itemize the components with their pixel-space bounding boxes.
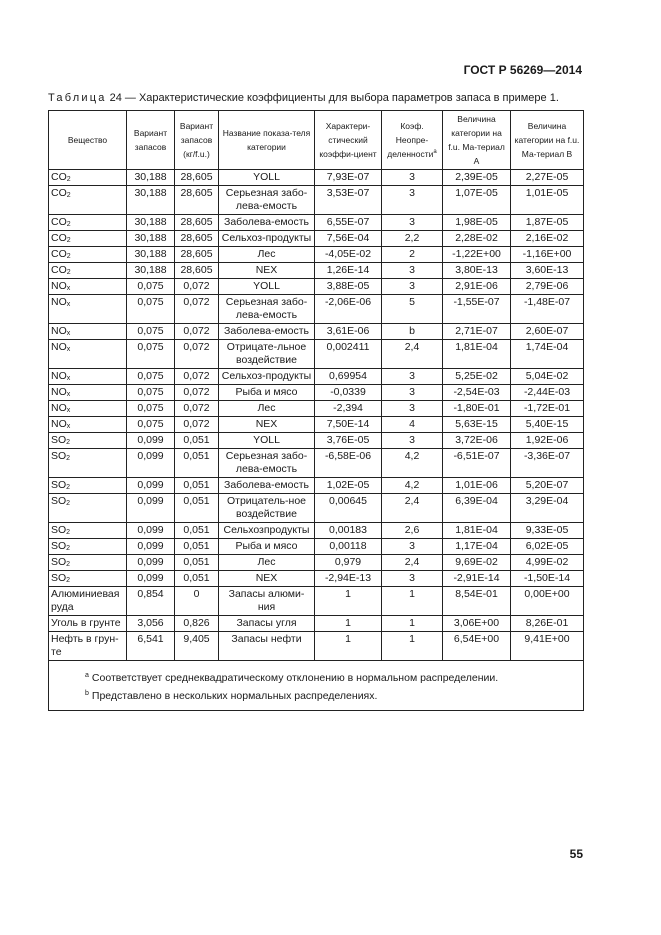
header-uncertainty: Коэф. Неопре-деленности$^a$	[382, 111, 443, 170]
cell-unc: 3	[382, 170, 443, 186]
table-row	[49, 340, 584, 369]
cell-unc: b	[382, 324, 443, 340]
cell-coef: 1,02E-05	[315, 478, 382, 494]
cell-name: Заболева-емость	[219, 478, 315, 494]
cell-c2: 0,826	[175, 616, 219, 632]
cell-substance: Алюминиевая руда	[49, 587, 127, 616]
cell-b: 2,27E-05	[511, 170, 584, 186]
caption-dash: —	[124, 92, 136, 104]
cell-coef: 3,61E-06	[315, 324, 382, 340]
cell-substance: $NO_x$	[49, 295, 127, 324]
footnotes	[49, 661, 584, 711]
cell-substance: $NO_x$	[49, 401, 127, 417]
cell-c1: 0,099	[127, 571, 175, 587]
cell-b: 2,79E-06	[511, 279, 584, 295]
cell-c1: 0,075	[127, 401, 175, 417]
cell-b: -1,48E-07	[511, 295, 584, 324]
cell-c2: 0,051	[175, 539, 219, 555]
cell-a: 2,39E-05	[443, 170, 511, 186]
cell-unc: 4,2	[382, 478, 443, 494]
cell-b: -2,44E-03	[511, 385, 584, 401]
table-row	[49, 523, 584, 539]
cell-name: NEX	[219, 417, 315, 433]
cell-b: -1,16E+00	[511, 247, 584, 263]
cell-c1: 0,099	[127, 478, 175, 494]
cell-c2: 0,072	[175, 417, 219, 433]
cell-coef: 7,93E-07	[315, 170, 382, 186]
footnote	[85, 668, 579, 686]
cell-coef: 0,979	[315, 555, 382, 571]
table-row	[49, 478, 584, 494]
cell-c1: 30,188	[127, 247, 175, 263]
cell-substance: Нефть в грун-те	[49, 632, 127, 661]
cell-substance: $CO_2$	[49, 231, 127, 247]
cell-c2: 28,605	[175, 170, 219, 186]
cell-c1: 0,075	[127, 369, 175, 385]
table-row	[49, 401, 584, 417]
cell-a: 8,54E-01	[443, 587, 511, 616]
cell-a: -6,51E-07	[443, 449, 511, 478]
cell-name: YOLL	[219, 433, 315, 449]
cell-unc: 1	[382, 587, 443, 616]
table-row	[49, 433, 584, 449]
cell-c1: 6,541	[127, 632, 175, 661]
cell-name: Запасы алюми-ния	[219, 587, 315, 616]
cell-substance: $SO_2$	[49, 494, 127, 523]
cell-unc: 3	[382, 369, 443, 385]
table-row	[49, 369, 584, 385]
cell-unc: 3	[382, 186, 443, 215]
header-char-coef: Характери-стический коэффи-циент	[315, 111, 382, 170]
cell-a: -2,54E-03	[443, 385, 511, 401]
cell-b: 0,00E+00	[511, 587, 584, 616]
cell-c2: 0,051	[175, 555, 219, 571]
cell-unc: 4	[382, 417, 443, 433]
cell-c2: 0,051	[175, 571, 219, 587]
cell-unc: 2,4	[382, 494, 443, 523]
cell-c2: 0,072	[175, 295, 219, 324]
cell-substance: $SO_2$	[49, 539, 127, 555]
cell-c2: 0,051	[175, 433, 219, 449]
cell-c1: 0,099	[127, 449, 175, 478]
cell-a: 1,17E-04	[443, 539, 511, 555]
cell-coef: -2,06E-06	[315, 295, 382, 324]
cell-c1: 0,099	[127, 523, 175, 539]
cell-a: 6,39E-04	[443, 494, 511, 523]
cell-unc: 2	[382, 247, 443, 263]
header-variant-kg: Вариант запасов (кг/f.u.)	[175, 111, 219, 170]
cell-name: Серьезная забо-лева-емость	[219, 449, 315, 478]
cell-substance: $NO_x$	[49, 369, 127, 385]
cell-name: Серьезная забо-лева-емость	[219, 186, 315, 215]
table-row	[49, 170, 584, 186]
cell-coef: 1	[315, 632, 382, 661]
footnote-mark: a	[85, 672, 89, 679]
cell-unc: 3	[382, 539, 443, 555]
cell-unc: 4,2	[382, 449, 443, 478]
cell-unc: 3	[382, 401, 443, 417]
cell-name: Рыба и мясо	[219, 539, 315, 555]
cell-c1: 30,188	[127, 186, 175, 215]
cell-c1: 0,099	[127, 539, 175, 555]
cell-substance: $CO_2$	[49, 215, 127, 231]
cell-substance: $NO_x$	[49, 324, 127, 340]
cell-coef: 1	[315, 616, 382, 632]
cell-a: 1,01E-06	[443, 478, 511, 494]
cell-coef: 3,76E-05	[315, 433, 382, 449]
cell-coef: -6,58E-06	[315, 449, 382, 478]
cell-b: 2,60E-07	[511, 324, 584, 340]
table-row	[49, 539, 584, 555]
cell-name: NEX	[219, 263, 315, 279]
cell-b: 1,87E-05	[511, 215, 584, 231]
coefficients-table	[48, 110, 584, 711]
cell-name: YOLL	[219, 279, 315, 295]
cell-a: 5,25E-02	[443, 369, 511, 385]
cell-coef: 0,00118	[315, 539, 382, 555]
cell-unc: 3	[382, 279, 443, 295]
cell-substance: $NO_x$	[49, 385, 127, 401]
cell-coef: 7,56E-04	[315, 231, 382, 247]
cell-c1: 0,075	[127, 295, 175, 324]
caption-text: Характеристические коэффициенты для выбора параметров запаса в примере 1.	[138, 92, 559, 104]
cell-b: 6,02E-05	[511, 539, 584, 555]
cell-substance: $SO_2$	[49, 555, 127, 571]
cell-coef: 0,00645	[315, 494, 382, 523]
table-row	[49, 417, 584, 433]
document-code: ГОСТ Р 56269—2014	[463, 63, 582, 77]
cell-c2: 0,072	[175, 279, 219, 295]
table-row	[49, 215, 584, 231]
cell-c2: 28,605	[175, 231, 219, 247]
cell-a: 2,28E-02	[443, 231, 511, 247]
table-caption	[48, 92, 559, 104]
cell-b: -1,50E-14	[511, 571, 584, 587]
cell-c2: 0,051	[175, 478, 219, 494]
cell-substance: $NO_x$	[49, 340, 127, 369]
table-row	[49, 263, 584, 279]
footnote	[85, 686, 579, 704]
cell-substance: $SO_2$	[49, 433, 127, 449]
cell-c1: 0,854	[127, 587, 175, 616]
cell-name: Лес	[219, 401, 315, 417]
header-material-b: Величина категории на f.u. Ма-териал B	[511, 111, 584, 170]
cell-a: -1,80E-01	[443, 401, 511, 417]
table-row	[49, 385, 584, 401]
cell-c1: 0,075	[127, 324, 175, 340]
cell-a: 3,72E-06	[443, 433, 511, 449]
cell-b: 4,99E-02	[511, 555, 584, 571]
cell-unc: 2,4	[382, 340, 443, 369]
cell-b: 1,92E-06	[511, 433, 584, 449]
cell-a: 1,81E-04	[443, 523, 511, 539]
cell-c2: 28,605	[175, 215, 219, 231]
cell-a: -1,22E+00	[443, 247, 511, 263]
cell-coef: -2,394	[315, 401, 382, 417]
cell-a: 9,69E-02	[443, 555, 511, 571]
cell-substance: $NO_x$	[49, 279, 127, 295]
cell-coef: 1,26E-14	[315, 263, 382, 279]
cell-c2: 0,051	[175, 523, 219, 539]
cell-substance: $SO_2$	[49, 571, 127, 587]
cell-c1: 3,056	[127, 616, 175, 632]
cell-b: 2,16E-02	[511, 231, 584, 247]
cell-c1: 30,188	[127, 263, 175, 279]
header-row	[49, 111, 584, 170]
cell-unc: 2,2	[382, 231, 443, 247]
footnote-text: Соответствует среднеквадратическому отклонению в нормальном распределении.	[91, 672, 499, 684]
cell-c1: 0,075	[127, 385, 175, 401]
cell-b: 9,41E+00	[511, 632, 584, 661]
cell-b: 5,04E-02	[511, 369, 584, 385]
cell-substance: $CO_2$	[49, 247, 127, 263]
cell-b: 5,20E-07	[511, 478, 584, 494]
cell-name: Рыба и мясо	[219, 385, 315, 401]
header-material-a: Величина категории на f.u. Ма-териал А	[443, 111, 511, 170]
table-row	[49, 571, 584, 587]
cell-b: 1,01E-05	[511, 186, 584, 215]
cell-c2: 0	[175, 587, 219, 616]
table-row	[49, 587, 584, 616]
cell-b: 1,74E-04	[511, 340, 584, 369]
footnote-mark: b	[85, 690, 89, 697]
cell-coef: 0,002411	[315, 340, 382, 369]
cell-coef: 1	[315, 587, 382, 616]
cell-substance: $NO_x$	[49, 417, 127, 433]
cell-name: Сельхоз-продукты	[219, 369, 315, 385]
cell-coef: 3,53E-07	[315, 186, 382, 215]
cell-unc: 1	[382, 616, 443, 632]
cell-b: 3,60E-13	[511, 263, 584, 279]
cell-c2: 28,605	[175, 186, 219, 215]
header-substance: Вещество	[49, 111, 127, 170]
header-variant: Вариант запасов	[127, 111, 175, 170]
cell-substance: Уголь в грунте	[49, 616, 127, 632]
page-number: 55	[569, 847, 583, 861]
cell-name: Сельхоз-продукты	[219, 231, 315, 247]
cell-c2: 0,051	[175, 494, 219, 523]
cell-name: Отрицатель-ное воздействие	[219, 494, 315, 523]
cell-unc: 3	[382, 215, 443, 231]
cell-coef: -4,05E-02	[315, 247, 382, 263]
cell-c2: 0,072	[175, 401, 219, 417]
cell-a: 2,91E-06	[443, 279, 511, 295]
cell-name: NEX	[219, 571, 315, 587]
cell-name: Заболева-емость	[219, 215, 315, 231]
cell-name: Лес	[219, 247, 315, 263]
footnote-text: Представлено в нескольких нормальных распределениях.	[91, 690, 378, 702]
cell-c2: 0,072	[175, 369, 219, 385]
cell-coef: -0,0339	[315, 385, 382, 401]
caption-label: Таблица	[48, 92, 107, 104]
table-row	[49, 247, 584, 263]
cell-c1: 0,099	[127, 555, 175, 571]
cell-substance: $CO_2$	[49, 263, 127, 279]
cell-b: 3,29E-04	[511, 494, 584, 523]
cell-coef: 6,55E-07	[315, 215, 382, 231]
cell-coef: 0,69954	[315, 369, 382, 385]
cell-c1: 0,075	[127, 279, 175, 295]
table-row	[49, 279, 584, 295]
cell-unc: 3	[382, 263, 443, 279]
cell-b: 8,26E-01	[511, 616, 584, 632]
cell-unc: 5	[382, 295, 443, 324]
cell-name: Заболева-емость	[219, 324, 315, 340]
table-row	[49, 449, 584, 478]
cell-a: 2,71E-07	[443, 324, 511, 340]
cell-c1: 0,099	[127, 433, 175, 449]
cell-substance: $CO_2$	[49, 186, 127, 215]
cell-a: 1,81E-04	[443, 340, 511, 369]
cell-a: 3,80E-13	[443, 263, 511, 279]
cell-c2: 0,072	[175, 385, 219, 401]
table-row	[49, 324, 584, 340]
cell-unc: 2,4	[382, 555, 443, 571]
cell-coef: 7,50E-14	[315, 417, 382, 433]
cell-substance: $SO_2$	[49, 523, 127, 539]
cell-name: Запасы нефти	[219, 632, 315, 661]
cell-a: -2,91E-14	[443, 571, 511, 587]
cell-name: Сельхозпродукты	[219, 523, 315, 539]
cell-b: -1,72E-01	[511, 401, 584, 417]
cell-c2: 0,051	[175, 449, 219, 478]
cell-substance: $SO_2$	[49, 449, 127, 478]
table-row	[49, 186, 584, 215]
cell-c2: 0,072	[175, 324, 219, 340]
cell-unc: 3	[382, 571, 443, 587]
cell-c2: 28,605	[175, 263, 219, 279]
cell-c1: 30,188	[127, 170, 175, 186]
cell-unc: 3	[382, 433, 443, 449]
table-row	[49, 494, 584, 523]
cell-a: 3,06E+00	[443, 616, 511, 632]
caption-number: 24	[109, 92, 122, 104]
cell-b: 5,40E-15	[511, 417, 584, 433]
cell-c2: 0,072	[175, 340, 219, 369]
cell-name: YOLL	[219, 170, 315, 186]
cell-b: -3,36E-07	[511, 449, 584, 478]
cell-name: Серьезная забо-лева-емость	[219, 295, 315, 324]
cell-c1: 30,188	[127, 231, 175, 247]
cell-c1: 0,075	[127, 340, 175, 369]
footnotes-row	[49, 661, 584, 711]
cell-coef: -2,94E-13	[315, 571, 382, 587]
header-note-mark: a	[433, 149, 437, 156]
cell-c1: 0,099	[127, 494, 175, 523]
table-row	[49, 295, 584, 324]
cell-name: Запасы угля	[219, 616, 315, 632]
cell-a: 1,98E-05	[443, 215, 511, 231]
cell-coef: 0,00183	[315, 523, 382, 539]
table-row	[49, 632, 584, 661]
header-category-name: Название показа-теля категории	[219, 111, 315, 170]
cell-unc: 2,6	[382, 523, 443, 539]
table-row	[49, 231, 584, 247]
cell-b: 9,33E-05	[511, 523, 584, 539]
cell-a: 6,54E+00	[443, 632, 511, 661]
cell-unc: 3	[382, 385, 443, 401]
cell-c2: 9,405	[175, 632, 219, 661]
table-row	[49, 555, 584, 571]
cell-substance: $SO_2$	[49, 478, 127, 494]
cell-c1: 0,075	[127, 417, 175, 433]
cell-coef: 3,88E-05	[315, 279, 382, 295]
cell-c2: 28,605	[175, 247, 219, 263]
cell-a: 1,07E-05	[443, 186, 511, 215]
cell-a: 5,63E-15	[443, 417, 511, 433]
cell-a: -1,55E-07	[443, 295, 511, 324]
cell-substance: $CO_2$	[49, 170, 127, 186]
cell-unc: 1	[382, 632, 443, 661]
cell-name: Лес	[219, 555, 315, 571]
table-row	[49, 616, 584, 632]
cell-c1: 30,188	[127, 215, 175, 231]
cell-name: Отрицате-льное воздействие	[219, 340, 315, 369]
